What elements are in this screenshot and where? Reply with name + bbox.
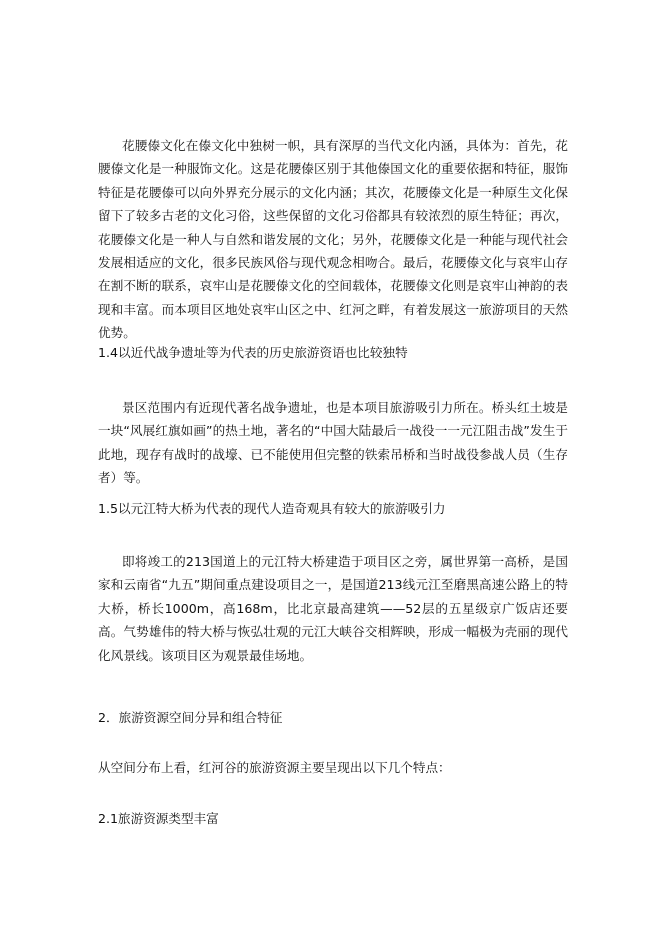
section-heading-2: 2．旅游资源空间分异和组合特征 bbox=[98, 710, 283, 725]
section-heading-1-4: 1.4以近代战争遗址等为代表的历史旅游资语也比较独特 bbox=[98, 345, 408, 360]
section-heading-1-5: 1.5以元江特大桥为代表的现代人造奇观具有较大的旅游吸引力 bbox=[98, 501, 446, 516]
paragraph-hua-yao-dai-culture: 花腰傣文化在傣文化中独树一帜，具有深厚的当代文化内涵，具体为：首先，花腰傣文化是一种服饰文化。这是花腰傣区别于其他傣国文化的重要依据和特征，服饰特征是花腰傣可以向外界充分展示的文化内涵；其次，花腰傣文化是一种原生文化保留下了较多古老的文化习俗，这些保留的文化习俗都具有较浓烈的原生特征；再次，花腰傣文化是一种人与自然和谐发展的文化；另外，花腰傣文化是一种能与现代社会发展相适应的文化，很多民族风俗与现代观念相吻合。最后，花腰傣文化与哀牢山存在割不断的联系，哀牢山是花腰傣文化的空间载体，花腰傣文化则是哀牢山神韵的表现和丰富。而本项目区地处哀牢山区之中、红河之畔，有着发展这一旅游项目的天然优势。 bbox=[98, 138, 568, 341]
paragraph-war-sites: 景区范围内有近现代著名战争遗址，也是本项目旅游吸引力所在。桥头红土坡是一块“风展红旗如画”的热土地，著名的“中国大陆最后一战役一一元江阻击战”发生于此地，现存有战时的战壕、已不能使用但完整的铁索吊桥和当时战役参战人员（生存者）等。 bbox=[98, 400, 568, 486]
spatial-distribution-intro: 从空间分布上看，红河谷的旅游资源主要呈现出以下几个特点： bbox=[98, 760, 451, 775]
section-heading-2-1: 2.1旅游资源类型丰富 bbox=[98, 811, 219, 826]
paragraph-yuanjiang-bridge: 即将竣工的213国道上的元江特大桥建造于项目区之旁，属世界第一高桥，是国家和云南省“九五”期间重点建设项目之一，是国道213线元江至磨黑高速公路上的特大桥，桥长1000m，高168m，比北京最高建筑——52层的五星级京广饭店还要高。气势雄伟的特大桥与恢弘壮观的元江大峡谷交相辉映，形成一幅极为壳丽的现代化风景线。该项目区为观景最佳场地。 bbox=[98, 554, 568, 663]
